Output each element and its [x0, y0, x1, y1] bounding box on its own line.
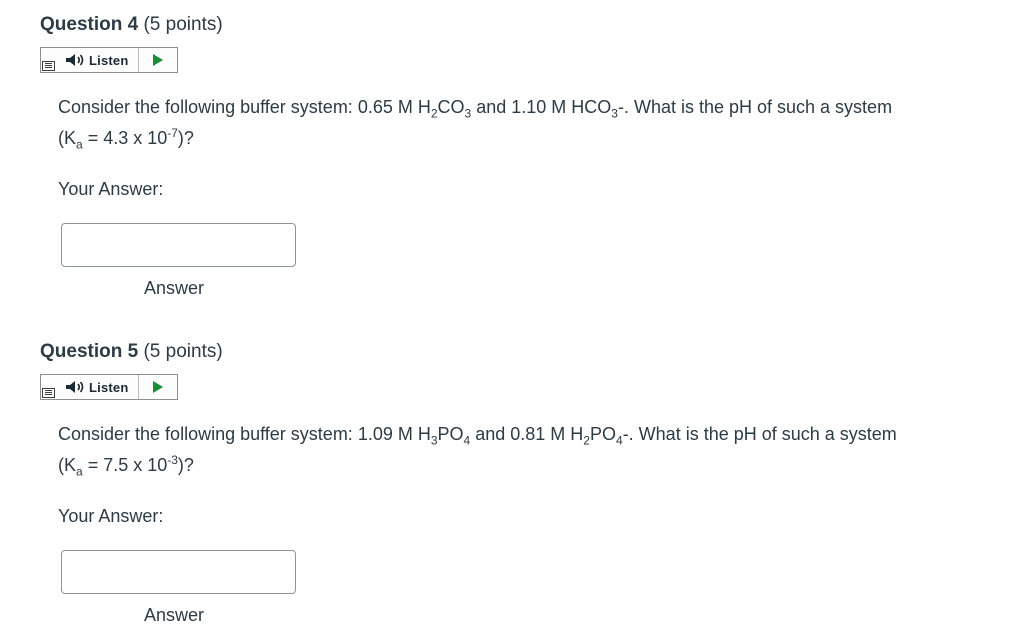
your-answer-label: Your Answer: [58, 506, 164, 526]
answer-input[interactable] [61, 550, 296, 594]
your-answer-label: Your Answer: [58, 179, 164, 199]
listen-button[interactable] [41, 48, 139, 72]
question-text: Consider the following buffer system: 0.65 M $H_2CO_3$ and 1.10 M $HCO_3-$. What is the pH of such a system ($K_a = 4.3$ x $10^{-7}$)? [58, 97, 893, 152]
question-title [40, 12, 940, 38]
question-title [40, 339, 940, 365]
listen-toolbar [40, 374, 178, 400]
speaker-icon [65, 53, 85, 67]
answer-caption: Answer [144, 278, 205, 298]
question-points: (5 points) [143, 341, 223, 362]
play-icon [153, 54, 163, 66]
answer-caption: Answer [144, 605, 205, 625]
question-points: (5 points) [143, 14, 223, 35]
menu-icon[interactable] [42, 61, 55, 71]
question-text: Consider the following buffer system: 1.09 M $H_3PO_4$ and 0.81 M $H_2PO_4-$. What is the pH of such a system ($K_a = 7.5$ x $10^{-3}$)? [58, 424, 897, 479]
speaker-icon [65, 380, 85, 394]
play-button[interactable] [139, 48, 177, 72]
listen-toolbar [40, 47, 178, 73]
menu-icon[interactable] [42, 388, 55, 398]
question-name: Question 5 [40, 341, 139, 362]
play-button[interactable] [139, 375, 177, 399]
answer-input[interactable] [61, 223, 296, 267]
listen-label: Listen [89, 52, 129, 68]
question-name: Question 4 [40, 14, 139, 35]
question-5 [40, 339, 940, 625]
listen-label: Listen [89, 379, 129, 395]
play-icon [153, 381, 163, 393]
listen-button[interactable] [41, 375, 139, 399]
question-4 [40, 12, 940, 298]
